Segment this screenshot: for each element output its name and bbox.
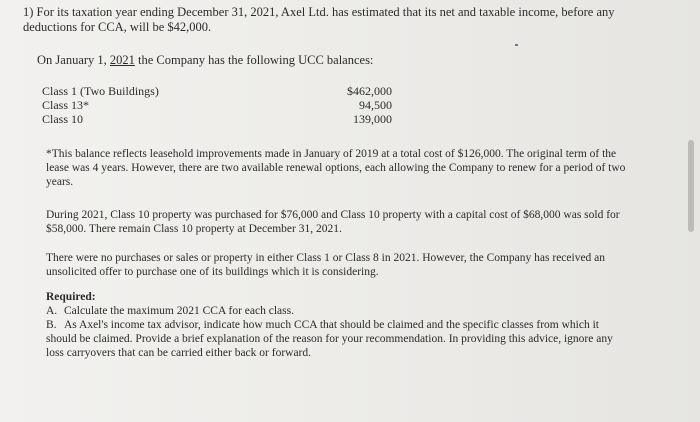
ucc-row [42, 84, 392, 98]
required-title: Required: [46, 291, 96, 303]
ucc-class-label: Class 1 (Two Buildings) [42, 84, 159, 98]
required-item [46, 318, 626, 360]
required-item-text: As Axel's income tax advisor, indicate how much CCA that should be claimed and the specific classes from which it should be claimed. Provide a brief explanation of the reason for your recommendation. In providing this advice, ignore any loss carryovers that can be carried either back or forward. [46, 319, 613, 359]
ucc-balance-table [42, 84, 392, 126]
question-title: 1) For its taxation year ending December 31, 2021, Axel Ltd. has estimated that its net and taxable income, before any deductions for CCA, will be $42,000. [23, 5, 615, 34]
required-item-label: A. [46, 305, 58, 317]
ucc-intro [37, 53, 373, 68]
required-item [46, 304, 626, 318]
intro-suffix: the Company has the following UCC balances: [134, 53, 374, 67]
ucc-row [42, 112, 392, 126]
ucc-class-label: Class 10 [42, 112, 84, 126]
ucc-amount: 94,500 [359, 98, 392, 112]
required-section [46, 290, 626, 360]
ucc-row [42, 98, 392, 112]
class10-paragraph: During 2021, Class 10 property was purchased for $76,000 and Class 10 property with a capital cost of $68,000 was sold for $58,000. There remain Class 10 property at December 31, 2021. [46, 209, 620, 235]
ucc-amount: $462,000 [347, 84, 392, 98]
no-purchases-paragraph: There were no purchases or sales or property in either Class 1 or Class 8 in 2021. However, the Company has received an unsolicited offer to purchase one of its buildings which it is considering. [46, 252, 606, 278]
intro-prefix: On January 1, [37, 53, 110, 67]
leasehold-footnote: *This balance reflects leasehold improvements made in January of 2019 at a total cost of $126,000. The original term of the lease was 4 years. However, there are two available renewal options, each allowing the Company to renew for a period of two years. [46, 148, 626, 188]
ucc-class-label: Class 13* [42, 98, 90, 112]
stray-mark [515, 44, 518, 46]
required-item-label: B. [46, 319, 57, 331]
scrollbar-thumb[interactable] [688, 140, 694, 232]
required-item-text: Calculate the maximum 2021 CCA for each class. [64, 305, 294, 317]
ucc-amount: 139,000 [353, 112, 392, 126]
intro-year: 2021 [109, 53, 135, 67]
